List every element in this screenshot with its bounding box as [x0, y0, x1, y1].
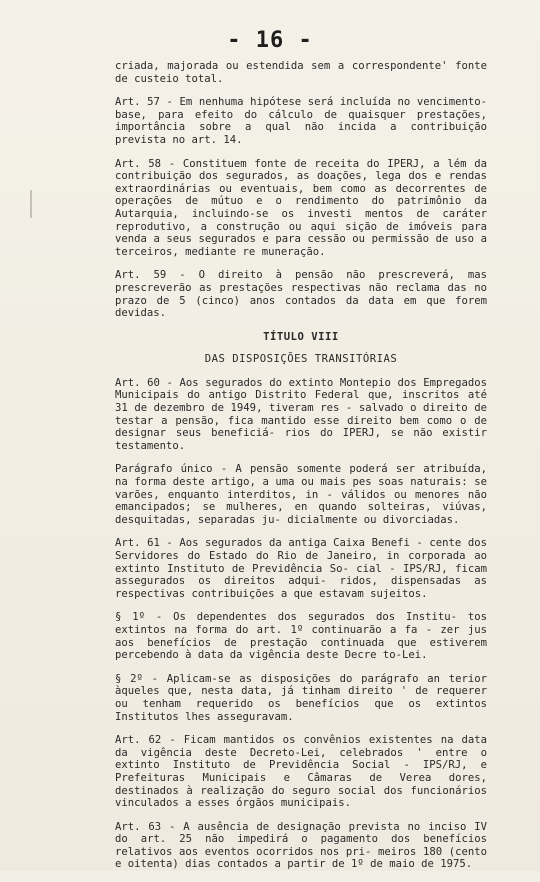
paragraph-art-61-par-1: § 1º - Os dependentes dos segurados dos Institu- tos extintos na forma do art. 1º continuarão a fa - zer jus aos benefícios de prestação continuada que estiverem percebendo à data da vigência deste Decre to-Lei. — [115, 611, 487, 662]
section-title: TÍTULO VIII — [263, 330, 339, 343]
paragraph-art-60-unico: Parágrafo único - A pensão somente poderá ser atribuída, na forma deste artigo, a uma ou mais pes soas naturais: se varões, enquanto interditos, in - válidos ou menores não emancipados; se mulheres, en quando solteiras, viúvas, desquitadas, separadas ju- dicialmente ou divorciadas. — [115, 463, 487, 526]
paragraph-art-61-par-2: § 2º - Aplicam-se as disposições do parágrafo an terior àqueles que, nesta data, já tinham direito ' de requerer ou tenham requerido os benefícios que os extintos Institutos lhes asseguravam. — [115, 672, 487, 723]
paragraph-art-61: Art. 61 - Aos segurados da antiga Caixa Benefi - cente dos Servidores do Estado do Rio de Janeiro, in corporada ao extinto Instituto de Previdência So- cial - IPS/RJ, ficam assegurados os direitos adqui- ridos, dispensadas as respectivas contribuições a que estavam sujeitos. — [115, 537, 487, 600]
paragraph-art-63: Art. 63 - A ausência de designação prevista no inciso IV do art. 25 não impedirá o pagamento dos benefícios relativos aos eventos ocorridos nos pri- meiros 180 (cento e oitenta) dias contados a partir de 1º de maio de 1975. — [115, 820, 487, 871]
paragraph-art-58: Art. 58 - Constituem fonte de receita do IPERJ, a lém da contribuição dos segurados, as doações, lega dos e rendas extraordinárias ou eventuais, bem como as decorrentes de operações de mútuo e o rendimento do patrimônio da Autarquia, incluindo-se os investi mentos de caráter reprodutivo, a construção ou aqui sição de imóveis para venda a seus segurados e para cessão ou permissão de uso a terceiros, mediante re muneração. — [115, 157, 487, 258]
document-body — [115, 60, 487, 882]
page-number: - 16 - — [227, 28, 313, 53]
paragraph-art-59: Art. 59 - O direito à pensão não prescreverá, mas prescreverão as prestações respectivas não reclama das no prazo de 5 (cinco) anos contados da data em que forem devidas. — [115, 269, 487, 320]
paragraph-continuation: criada, majorada ou estendida sem a correspondente' fonte de custeio total. — [115, 60, 487, 85]
section-subtitle: DAS DISPOSIÇÕES TRANSITÓRIAS — [204, 353, 398, 366]
paragraph-art-62: Art. 62 - Ficam mantidos os convênios existentes na data da vigência deste Decreto-Lei, celebrados ' entre o extinto Instituto de Previdência Social - IPS/RJ, e Prefeituras Municipais e Câmaras de Verea dores, destinados à realização do seguro social dos funcionários vinculados a esses órgãos municipais. — [115, 734, 487, 810]
scan-edge-mark — [30, 190, 32, 218]
paragraph-art-60: Art. 60 - Aos segurados do extinto Montepio dos Empregados Municipais do antigo Distrito Federal que, inscritos até 31 de dezembro de 1949, tiveram res - salvado o direito de testar a pensão, fica mantido esse direito bem como o de designar seus beneficiá- rios do IPERJ, se não existir testamento. — [115, 376, 487, 452]
paragraph-art-57: Art. 57 - Em nenhuma hipótese será incluída no vencimento-base, para efeito do cálculo de quaisquer prestações, importância sobre a qual não incida a contribuição prevista no art. 14. — [115, 96, 487, 146]
